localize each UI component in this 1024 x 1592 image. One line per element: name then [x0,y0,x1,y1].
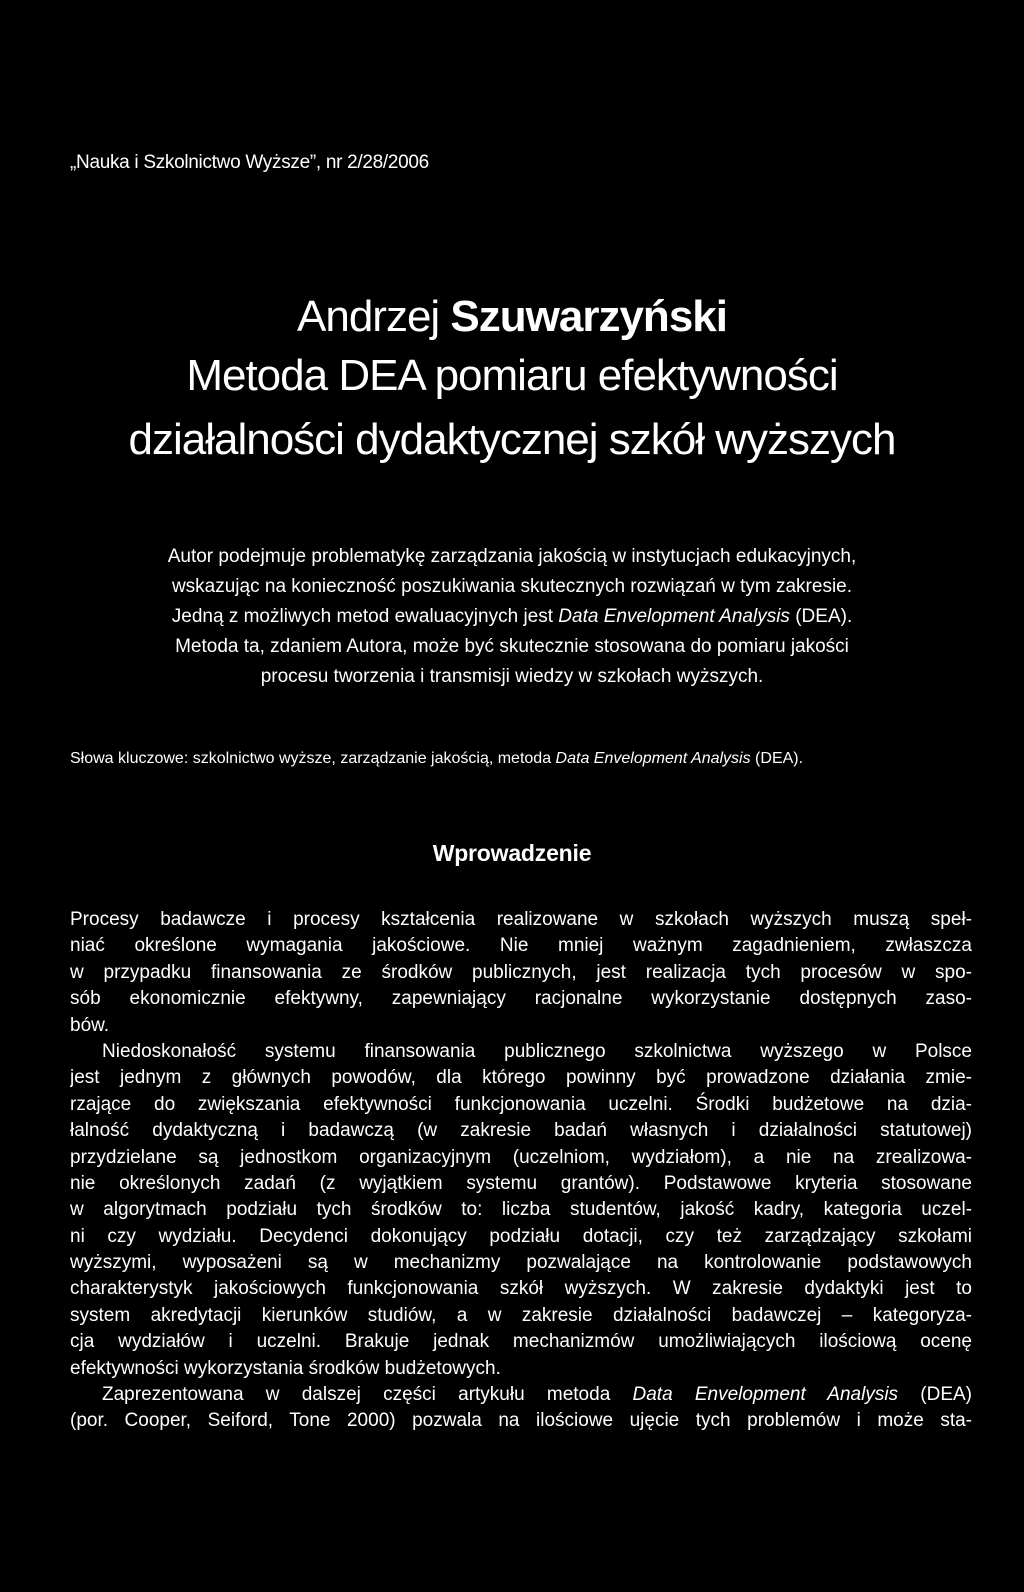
body-line: Niedoskonałość systemu finansowania publicznego szkolnictwa wyższego w Polsce [102,1040,972,1062]
body-line: bów. [70,1014,110,1036]
abstract-method-name: Data Envelopment Analysis [558,606,790,627]
body-line: (por. Cooper, Seiford, Tone 2000) pozwala na ilościowe ujęcie tych problemów i może sta- [70,1410,972,1432]
body-line: przydzielane są jednostkom organizacyjnym (uczelniom, wydziałom), a nie na zrealizowa- [70,1146,972,1168]
body-line: system akredytacji kierunków studiów, a w zakresie działalności badawczej – kategoryza- [70,1304,972,1326]
article-title-line-2: działalności dydaktycznej szkół wyższych [128,415,896,464]
title-block [0,290,1024,472]
author-name [0,290,1024,344]
abstract-line [60,602,964,632]
body-line: w algorytmach podziału tych środków to: liczba studentów, jakość kadry, kategoria uczel- [70,1199,972,1221]
body-line: w przypadku finansowania ze środków publicznych, jest realizacja tych procesów w spo- [70,961,972,983]
abstract-line: wskazując na konieczność poszukiwania skutecznych rozwiązań w tym zakresie. [171,576,853,597]
body-text [70,907,972,1435]
body-line: Procesy badawcze i procesy kształcenia realizowane w szkołach wyższych muszą speł- [70,909,972,930]
body-line: charakterystyk jakościowych funkcjonowania szkół wyższych. W zakresie dydaktyki jest to [70,1278,972,1300]
body-text-segment: (DEA) [898,1384,972,1406]
body-line: nie określonych zadań (z wyjątkiem systemu grantów). Podstawowe kryteria stosowane [70,1172,972,1194]
keywords [70,747,970,771]
section-heading: Wprowadzenie [432,840,592,866]
body-line: efektywności wykorzystania środków budżetowych. [70,1357,501,1379]
body-line: cja wydziałów i uczelni. Brakuje jednak mechanizmów umożliwiających ilościową ocenę [70,1331,972,1353]
journal-reference: „Nauka i Szkolnictwo Wyższe”, nr 2/28/2006 [70,152,429,173]
abstract [60,542,964,692]
body-line: sób ekonomicznie efektywny, zapewniający racjonalne wykorzystanie dostępnych zaso- [70,988,972,1010]
body-line: wyższymi, wyposażeni są w mechanizmy pozwalające na kontrolowanie podstawowych [70,1252,972,1274]
body-line: jest jednym z głównych powodów, dla którego powinny być prowadzone działania zmie- [70,1067,972,1089]
abstract-text: (DEA). [789,606,853,627]
article-title-line-1: Metoda DEA pomiaru efektywności [186,351,838,400]
author-first-name: Andrzej [297,292,440,341]
body-method-name: Data Envelopment Analysis [632,1384,899,1406]
body-text-segment: Zaprezentowana w dalszej części artykułu metoda [102,1384,633,1406]
body-line: łalność dydaktyczną i badawczą (w zakresie badań własnych i działalności statutowej) [70,1120,972,1142]
abstract-line: Autor podejmuje problematykę zarządzania jakością w instytucjach edukacyjnych, [167,546,857,567]
keywords-text: Słowa kluczowe: szkolnictwo wyższe, zarządzanie jakością, metoda [70,750,556,767]
body-line: ni czy wydziału. Decydenci dokonujący podziału dotacji, czy też zarządzający szkołami [70,1225,972,1247]
keywords-method-name: Data Envelopment Analysis [555,750,751,767]
abstract-line: Metoda ta, zdaniem Autora, może być skutecznie stosowana do pomiaru jakości [175,636,849,657]
abstract-line: procesu tworzenia i transmisji wiedzy w szkołach wyższych. [260,666,764,687]
body-line: niać określone wymagania jakościowe. Nie mniej ważnym zagadnieniem, zwłaszcza [70,935,972,957]
body-line: rzające do zwiększania efektywności funkcjonowania uczelni. Środki budżetowe na dzia- [70,1093,972,1115]
keywords-text: (DEA). [750,750,804,767]
abstract-text: Jedną z możliwych metod ewaluacyjnych jest [171,606,559,627]
body-line [70,1382,972,1408]
author-last-name: Szuwarzyński [450,292,727,341]
